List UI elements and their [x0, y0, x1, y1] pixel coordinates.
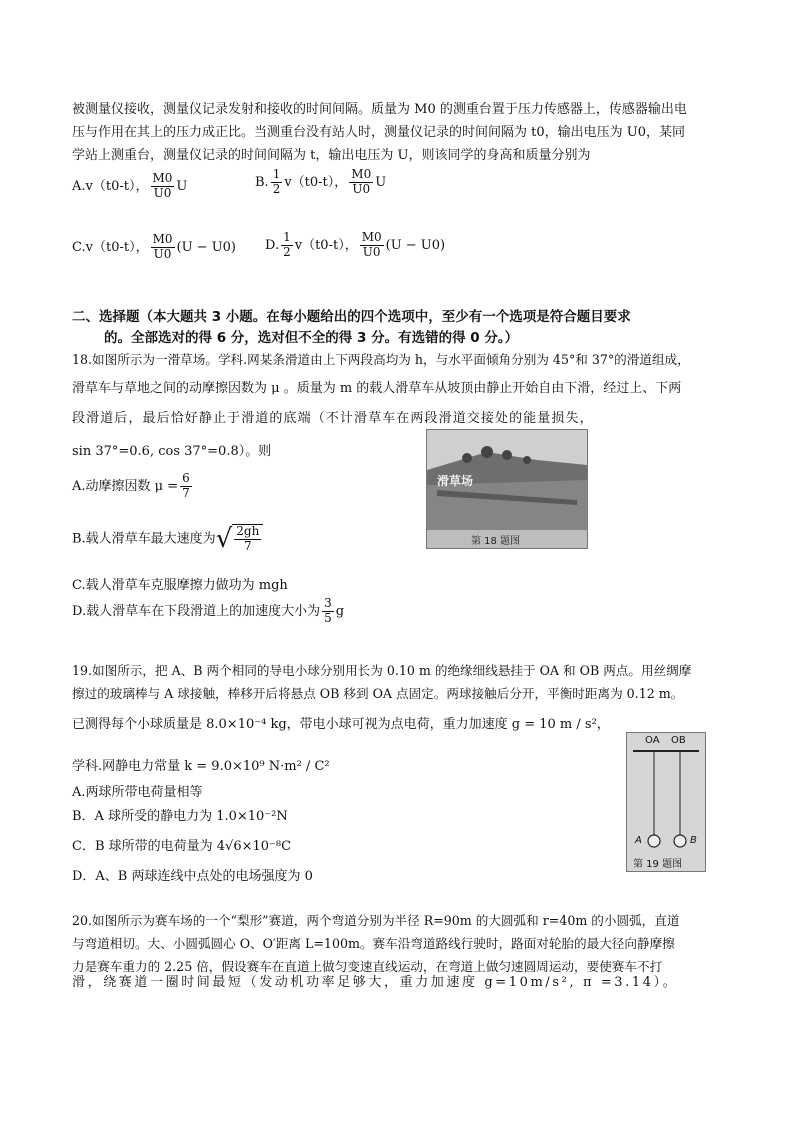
- fraction: [271, 168, 283, 197]
- numerator: M0: [351, 167, 372, 181]
- q19-option-b[interactable]: B．A 球所受的静电力为 1.0×10⁻²N: [72, 809, 288, 824]
- q17-option-d-label: D.: [265, 237, 280, 253]
- q20-line-2: 与弯道相切。大、小圆弧圆心 O、O′距离 L=100m。赛车沿弯道路线行驶时，路面对轮胎的最大径向静摩擦: [72, 936, 675, 951]
- q20-line-3: 力是赛车重力的 2.25 倍，假设赛车在直道上做匀变速直线运动，在弯道上做匀速圆周运动，要使赛车不打: [72, 959, 663, 974]
- q17-line-1: 被测量仪接收，测量仪记录发射和接收的时间间隔。质量为 M0 的测重台置于压力传感器上，传感器输出电: [72, 102, 687, 117]
- q18-figure-sign: 滑草场: [437, 474, 474, 488]
- q17-option-c-tail: (U − U0): [176, 239, 236, 255]
- q19-option-d[interactable]: D．A、B 两球连线中点处的电场强度为 0: [72, 869, 313, 884]
- q17-option-a[interactable]: [72, 172, 187, 201]
- denominator: 5: [324, 610, 332, 625]
- q18-option-a-text: A.动摩擦因数 μ =: [72, 478, 179, 494]
- pendulum-diagram: [627, 733, 705, 871]
- q17-line-3: 学站上测重台，测量仪记录的时间间隔为 t，输出电压为 U，则该同学的身高和质量分别为: [72, 148, 591, 163]
- label-a: A: [635, 835, 642, 846]
- numerator: M0: [152, 232, 173, 246]
- fraction: [234, 525, 261, 554]
- q19-line-4: 学科.网静电力常量 k = 9.0×10⁹ N·m² / C²: [72, 759, 330, 774]
- q17-option-c-label: C.: [72, 239, 86, 255]
- q18-line-1: 18.如图所示为一滑草场。学科.网某条滑道由上下两段高均为 h，与水平面倾角分别为 45°和 37°的滑道组成，: [72, 352, 690, 367]
- denominator: U0: [153, 185, 172, 200]
- fraction: [151, 233, 175, 262]
- denominator: U0: [153, 246, 172, 261]
- q17-option-a-label: A.: [72, 178, 86, 194]
- denominator: U0: [352, 181, 371, 196]
- denominator: 7: [182, 485, 190, 500]
- q17-option-b-tail: U: [375, 174, 387, 190]
- q17-option-b-text: v（t0-t），: [284, 174, 348, 190]
- q20-line-1: 20.如图所示为赛车场的一个“梨形”赛道，两个弯道分别为半径 R=90m 的大圆弧和 r=40m 的小圆弧，直道: [72, 913, 680, 928]
- q17-option-a-text: v（t0-t），: [85, 178, 149, 194]
- grass-slope-photo: [427, 430, 587, 548]
- fraction: [349, 168, 373, 197]
- numerator: 1: [272, 167, 281, 181]
- label-ob: OB: [671, 735, 686, 746]
- fraction: [151, 172, 175, 201]
- fraction: [322, 597, 334, 626]
- fraction: [281, 231, 293, 260]
- q18-figure: [426, 429, 588, 549]
- q18-option-a[interactable]: [72, 472, 194, 501]
- denominator: U0: [362, 244, 381, 259]
- numerator: 6: [182, 471, 190, 485]
- q17-option-b-label: B.: [255, 174, 269, 190]
- numerator: 3: [324, 596, 332, 610]
- q18-line-2: 滑草车与草地之间的动摩擦因数为 μ 。质量为 m 的载人滑草车从坡顶由静止开始自由下滑，经过上、下两: [72, 381, 682, 396]
- q19-option-a[interactable]: A.两球所带电荷量相等: [72, 785, 203, 800]
- q18-option-d-tail: g: [335, 603, 345, 619]
- numerator: M0: [152, 171, 173, 185]
- q18-option-d-text: D.载人滑草车在下段滑道上的加速度大小为: [72, 603, 321, 619]
- section-2-heading: 二、选择题（本大题共 3 小题。在每小题给出的四个选项中，至少有一个选项是符合题目要求: [72, 309, 631, 325]
- q17-option-b[interactable]: [255, 168, 386, 197]
- q17-line-2: 压与作用在其上的压力成正比。当测重台没有站人时，测量仪记录的时间间隔为 t0，输出电压为 U0，某同: [72, 125, 685, 140]
- label-oa: OA: [645, 735, 660, 746]
- fraction: [180, 472, 192, 501]
- q17-option-c[interactable]: [72, 233, 236, 262]
- numerator: 2gh: [236, 524, 260, 539]
- q19-option-c[interactable]: C．B 球所带的电荷量为 4√6×10⁻⁸C: [72, 839, 292, 854]
- q18-figure-caption: 第 18 题图: [471, 536, 521, 547]
- q18-option-d[interactable]: [72, 597, 344, 626]
- q18-option-c[interactable]: C.载人滑草车克服摩擦力做功为 mgh: [72, 578, 288, 593]
- q18-line-4: sin 37°=0.6, cos 37°=0.8）。则: [72, 444, 272, 459]
- q17-option-a-tail: U: [176, 178, 188, 194]
- q17-option-d-tail: (U − U0): [385, 237, 446, 253]
- q17-option-c-text: v（t0-t），: [85, 239, 149, 255]
- q19-figure-caption: 第 19 题图: [633, 859, 683, 870]
- q18-option-b-text: B.载人滑草车最大速度为: [72, 531, 216, 547]
- q19-line-3: 已测得每个小球质量是 8.0×10⁻⁴ kg，带电小球可视为点电荷，重力加速度 g = 10 m / s²，: [72, 717, 610, 732]
- section-2-heading-cont: 的。全部选对的得 6 分，选对但不全的得 3 分。有选错的得 0 分。）: [104, 330, 519, 346]
- q17-option-d-text: v（t0-t），: [294, 237, 358, 253]
- q19-figure: [626, 732, 706, 872]
- numerator: M0: [361, 230, 382, 244]
- q19-line-1: 19.如图所示，把 A、B 两个相同的导电小球分别用长为 0.10 m 的绝缘细线悬挂于 OA 和 OB 两点。用丝绸摩: [72, 663, 692, 678]
- fraction: [360, 231, 384, 260]
- denominator: 7: [243, 539, 252, 553]
- q19-line-2: 擦过的玻璃棒与 A 球接触，棒移开后将悬点 OB 移到 OA 点固定。两球接触后分开，平衡时距离为 0.12 m。: [72, 686, 684, 701]
- q17-option-d[interactable]: [265, 231, 445, 260]
- numerator: 1: [283, 230, 291, 244]
- denominator: 2: [272, 181, 281, 196]
- square-root: √ $\frac{2gh}{7}$: [216, 524, 264, 554]
- q18-option-b[interactable]: [72, 524, 263, 554]
- q20-line-4: 滑，绕赛道一圈时间最短（发动机功率足够大，重力加速度 g=10m/s², π =3.14）。: [72, 975, 679, 990]
- q18-line-3: 段滑道后，最后恰好静止于滑道的底端（不计滑草车在两段滑道交接处的能量损失，: [72, 411, 594, 426]
- denominator: 2: [283, 244, 291, 259]
- label-b: B: [690, 835, 697, 846]
